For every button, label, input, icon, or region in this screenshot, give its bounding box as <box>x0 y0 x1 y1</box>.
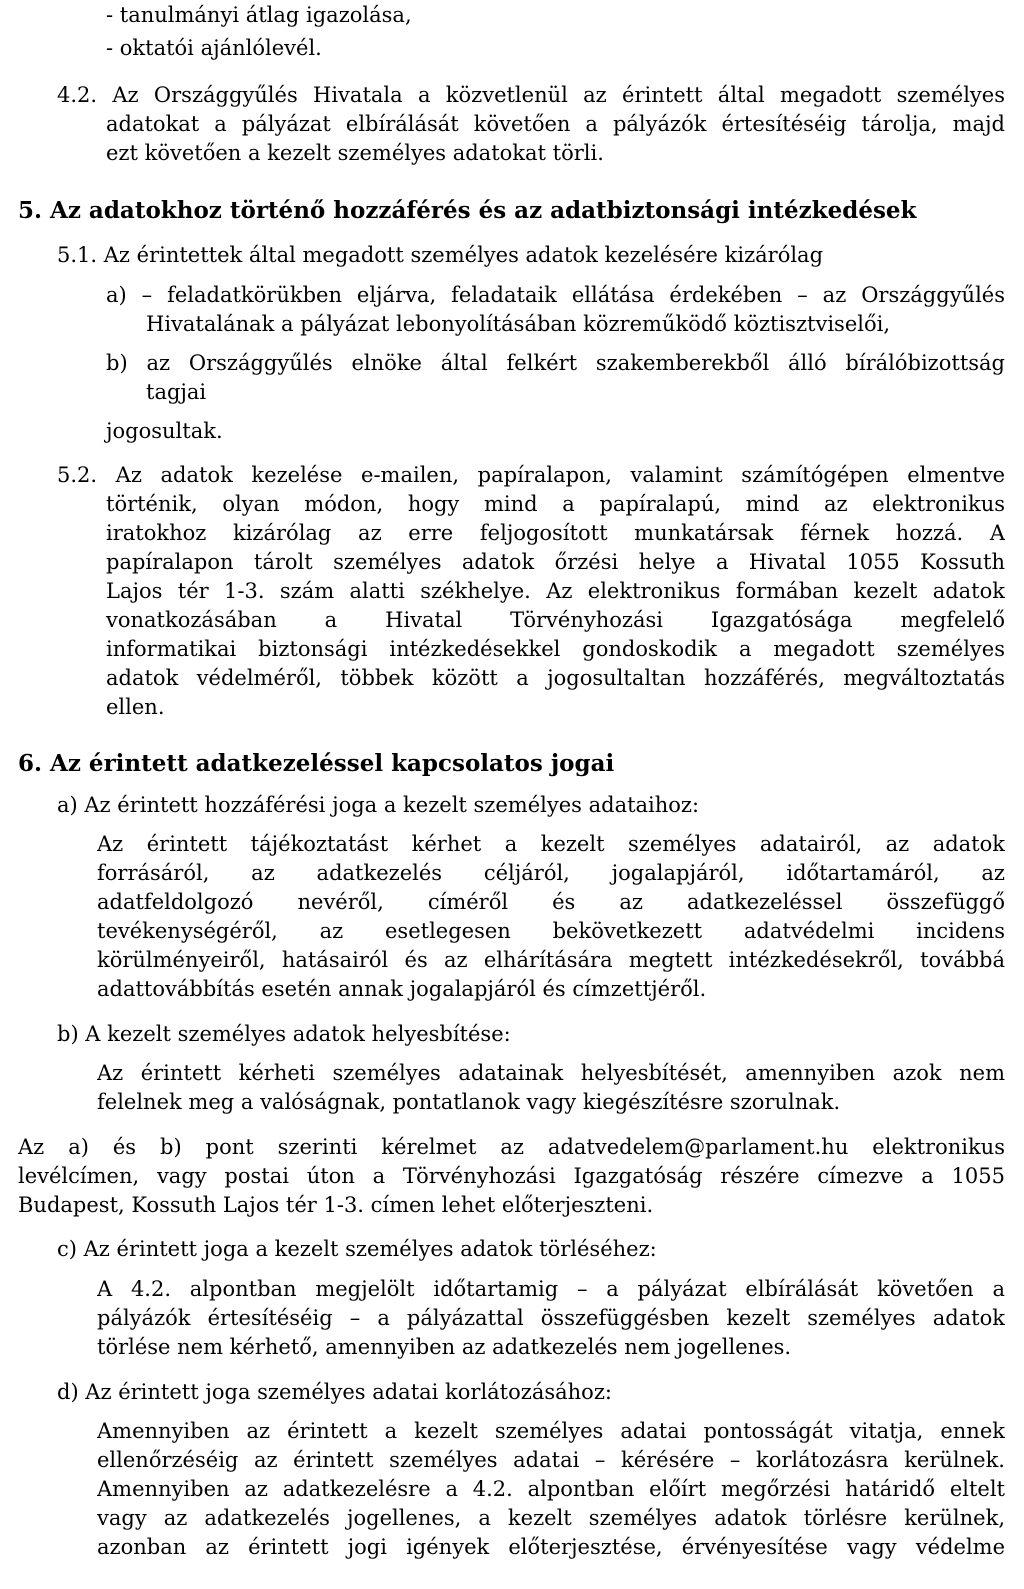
paragraph-line: felelnek meg a valóságnak, pontatlanok vagy kiegészítésre szorulnak. <box>97 1090 841 1114</box>
paragraph-line: Budapest, Kossuth Lajos tér 1-3. címen lehet előterjeszteni. <box>18 1193 654 1217</box>
list-item: b) A kezelt személyes adatok helyesbítése: <box>57 1022 511 1046</box>
paragraph-line: ellenőrzéséig az érintett személyes adatai – kérésére – korlátozásra kerülnek. <box>97 1448 1005 1472</box>
paragraph-line: történik, olyan módon, hogy mind a papíralapú, mind az elektronikus <box>106 492 1005 516</box>
paragraph-line: pályázók értesítéséig – a pályázattal összefüggésben kezelt személyes adatok <box>97 1306 1005 1330</box>
paragraph-line: Az érintett kérheti személyes adatainak helyesbítését, amennyiben azok nem <box>97 1061 1005 1085</box>
list-item: c) Az érintett joga a kezelt személyes adatok törléséhez: <box>57 1237 657 1261</box>
paragraph-line: 5.1. Az érintettek által megadott személyes adatok kezelésére kizárólag <box>57 243 824 267</box>
paragraph-line: Hivatalának a pályázat lebonyolításában közreműködő köztisztviselői, <box>146 312 890 336</box>
paragraph-line: Amennyiben az érintett a kezelt személyes adatai pontosságát vitatja, ennek <box>97 1419 1005 1443</box>
paragraph-line: adatokat a pályázat elbírálását követően a pályázók értesítéséig tárolja, majd <box>106 112 1005 136</box>
paragraph-line: ezt követően a kezelt személyes adatokat törli. <box>106 141 604 165</box>
paragraph-line: A 4.2. alpontban megjelölt időtartamig – a pályázat elbírálását követően a <box>97 1277 1005 1301</box>
paragraph-line: tagjai <box>146 380 207 404</box>
paragraph-line: vonatkozásában a Hivatal Törvényhozási Igazgatósága megfelelő <box>106 608 1005 632</box>
list-item: a) Az érintett hozzáférési joga a kezelt személyes adataihoz: <box>57 793 700 817</box>
paragraph-line: papíralapon tárolt személyes adatok őrzési helye a Hivatal 1055 Kossuth <box>106 550 1005 574</box>
paragraph-line: vagy az adatkezelés jogellenes, a kezelt személyes adatok törlésre kerülnek, <box>97 1506 1005 1530</box>
paragraph-line: Amennyiben az adatkezelésre a 4.2. alpontban előírt megőrzési határidő eltelt <box>97 1477 1005 1501</box>
section-heading: 6. Az érintett adatkezeléssel kapcsolatos jogai <box>18 750 615 777</box>
paragraph-line: jogosultak. <box>106 419 223 443</box>
paragraph-line: körülményeiről, hatásairól és az elhárítására megtett intézkedésekről, továbbá <box>97 948 1005 972</box>
paragraph-line: ellen. <box>106 695 165 719</box>
list-item: a) – feladatkörükben eljárva, feladataik ellátása érdekében – az Országgyűlés <box>106 283 1005 307</box>
paragraph-line: adattovábbítás esetén annak jogalapjáról és címzettjéről. <box>97 977 707 1001</box>
list-item: - oktatói ajánlólevél. <box>106 36 322 60</box>
list-item: - tanulmányi átlag igazolása, <box>106 3 412 27</box>
list-item: d) Az érintett joga személyes adatai korlátozásához: <box>57 1380 612 1404</box>
paragraph-line: iratokhoz kizárólag az erre feljogosított munkatársak férnek hozzá. A <box>106 521 1005 545</box>
paragraph-line: informatikai biztonsági intézkedésekkel gondoskodik a megadott személyes <box>106 637 1005 661</box>
paragraph-line: Az a) és b) pont szerinti kérelmet az adatvedelem@parlament.hu elektronikus <box>18 1135 1005 1159</box>
paragraph-line: adatok védelméről, többek között a jogosultaltan hozzáférés, megváltoztatás <box>106 666 1005 690</box>
list-item: b) az Országgyűlés elnöke által felkért szakemberekből álló bírálóbizottság <box>106 351 1005 375</box>
paragraph-line: 4.2. Az Országgyűlés Hivatala a közvetlenül az érintett által megadott személyes <box>57 83 1005 107</box>
paragraph-line: Lajos tér 1-3. szám alatti székhelye. Az elektronikus formában kezelt adatok <box>106 579 1005 603</box>
paragraph-line: azonban az érintett jogi igények előterjesztése, érvényesítése vagy védelme <box>97 1535 1005 1559</box>
paragraph-line: levélcímen, vagy postai úton a Törvényhozási Igazgatóság részére címezve a 1055 <box>18 1164 1005 1188</box>
paragraph-line: forrásáról, az adatkezelés céljáról, jogalapjáról, időtartamáról, az <box>97 861 1005 885</box>
paragraph-line: tevékenységéről, az esetlegesen bekövetkezett adatvédelmi incidens <box>97 919 1005 943</box>
paragraph-line: adatfeldolgozó nevéről, címéről és az adatkezeléssel összefüggő <box>97 890 1005 914</box>
paragraph-line: törlése nem kérhető, amennyiben az adatkezelés nem jogellenes. <box>97 1335 792 1359</box>
paragraph-line: 5.2. Az adatok kezelése e-mailen, papíralapon, valamint számítógépen elmentve <box>57 463 1005 487</box>
section-heading: 5. Az adatokhoz történő hozzáférés és az adatbiztonsági intézkedések <box>18 197 917 224</box>
paragraph-line: Az érintett tájékoztatást kérhet a kezelt személyes adatairól, az adatok <box>97 832 1005 856</box>
